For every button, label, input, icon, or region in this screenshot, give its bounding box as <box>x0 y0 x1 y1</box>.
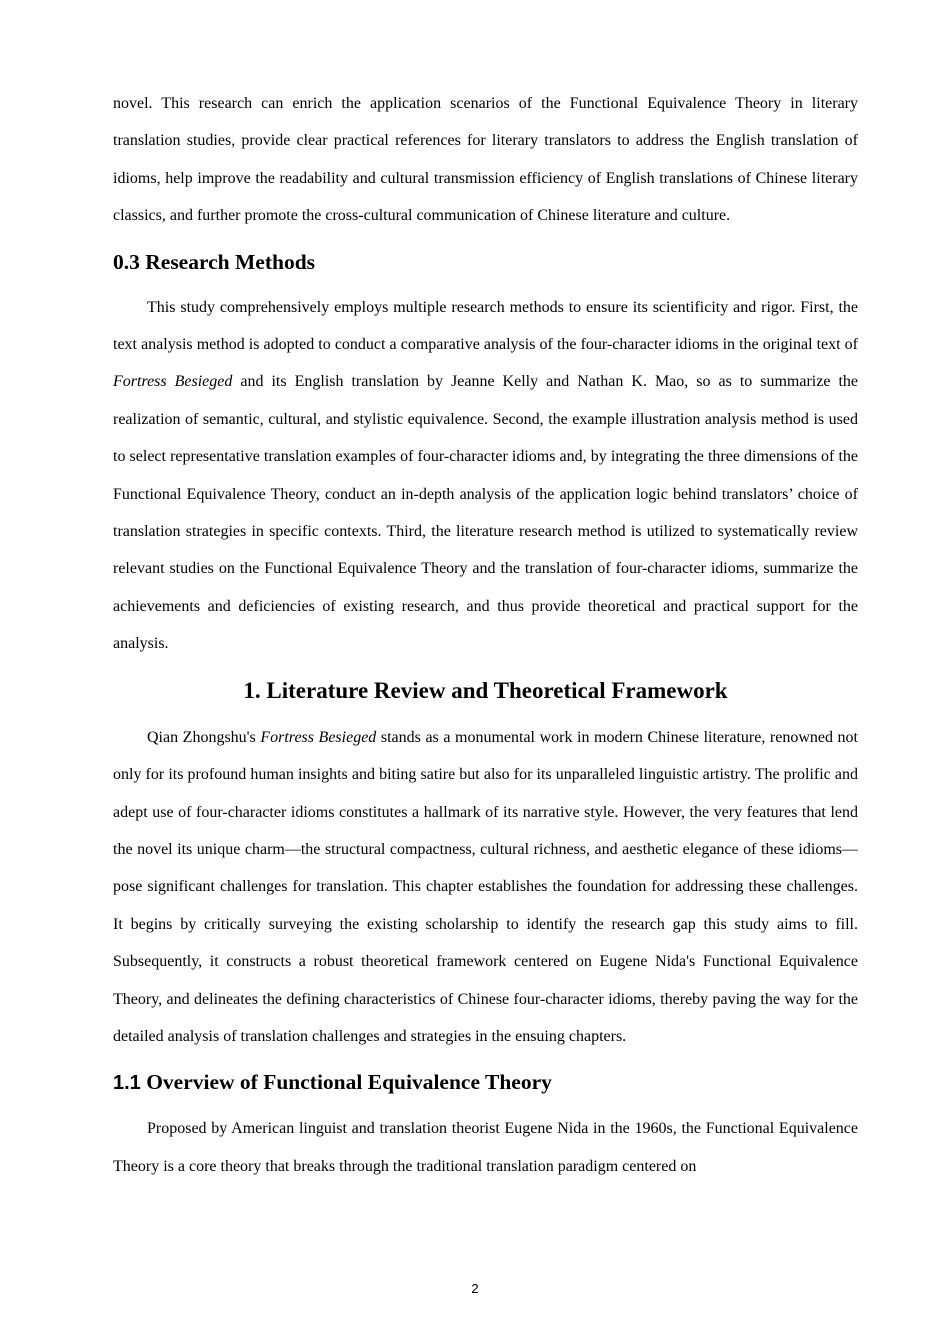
paragraph-text: Qian Zhongshu's <box>147 728 261 746</box>
paragraph-text: stands as a monumental work in modern Chinese literature, renowned not only for its profound human insights and biting satire but also for its unparalleled linguistic artistry. The prolific and adept use of four-character idioms constitutes a hallmark of its narrative style. However, the very features that lend the novel its unique charm—the structural compactness, cultural richness, and aesthetic elegance of these idioms—pose significant challenges for translation. This chapter establishes the foundation for addressing these challenges. It begins by critically surveying the existing scholarship to identify the research gap this study aims to fill. Subsequently, it constructs a robust theoretical framework centered on Eugene Nida's Functional Equivalence Theory, and delineates the defining characteristics of Chinese four-character idioms, thereby paving the way for the detailed analysis of translation challenges and strategies in the ensuing chapters. <box>113 728 858 1045</box>
paragraph-text: and its English translation by Jeanne Kelly and Nathan K. Mao, so as to summarize the realization of semantic, cultural, and stylistic equivalence. Second, the example illustration analysis method is used to select representative translation examples of four-character idioms and, by integrating the three dimensions of the Functional Equivalence Theory, conduct an in-depth analysis of the application logic behind translators’ choice of translation strategies in specific contexts. Third, the literature research method is utilized to systematically review relevant studies on the Functional Equivalence Theory and the translation of four-character idioms, summarize the achievements and deficiencies of existing research, and thus provide theoretical and practical support for the analysis. <box>113 373 859 653</box>
research-methods-paragraph <box>113 289 858 663</box>
paragraph-text: This study comprehensively employs multiple research methods to ensure its scientificity and rigor. First, the text analysis method is adopted to conduct a comparative analysis of the four-character idioms in the original text of <box>113 298 858 354</box>
page-number: 2 <box>471 1281 479 1296</box>
intro-paragraph: novel. This research can enrich the application scenarios of the Functional Equivalence Theory in literary translation studies, provide clear practical references for literary translators to address the English translation of idioms, help improve the readability and cultural transmission efficiency of English translations of Chinese literary classics, and further promote the cross-cultural communication of Chinese literature and culture. <box>113 95 858 225</box>
chapter-heading-literature-review: 1. Literature Review and Theoretical Framework <box>243 677 728 703</box>
book-title: Fortress Besieged <box>113 373 233 391</box>
page-content <box>113 85 858 1185</box>
book-title: Fortress Besieged <box>260 728 377 746</box>
literature-review-paragraph <box>113 719 858 1056</box>
functional-equivalence-paragraph: Proposed by American linguist and translation theorist Eugene Nida in the 1960s, the Functional Equivalence Theory is a core theory that breaks through the traditional translation paradigm centered on <box>113 1120 858 1175</box>
section-heading-functional-equivalence <box>113 1067 858 1098</box>
section-heading-research-methods: 0.3 Research Methods <box>113 249 316 274</box>
section-title: Overview of Functional Equivalence Theory <box>140 1070 552 1095</box>
section-number: 1.1 <box>113 1072 141 1095</box>
